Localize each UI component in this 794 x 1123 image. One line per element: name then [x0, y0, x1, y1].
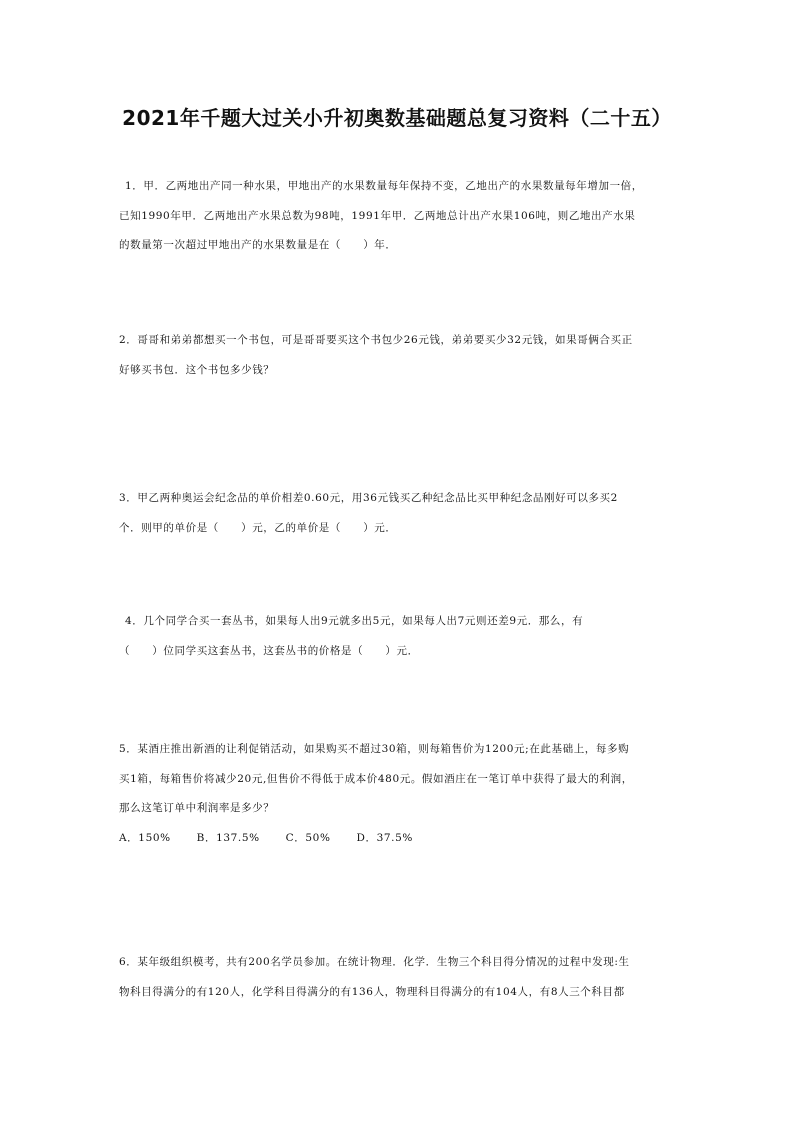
question-3 [119, 484, 679, 543]
question-1 [119, 172, 679, 261]
question-5-line-3: 那么这笔订单中利润率是多少？ [119, 802, 275, 814]
question-5-options [119, 824, 679, 854]
question-5-option-a: A．150% [119, 831, 171, 844]
question-4-line-2: （ ）位同学买这套丛书，这套丛书的价格是（ ）元． [119, 644, 419, 657]
question-5-option-c: C．50% [285, 831, 331, 844]
question-2-line-2: 好够买书包．这个书包多少钱？ [119, 363, 275, 376]
question-5-option-b: B．137.5% [196, 831, 260, 844]
question-5-line-2: 买1箱，每箱售价将减少20元,但售价不得低于成本价480元。假如酒庄在一笔订单中获得了最大的利润， [119, 772, 633, 785]
question-5 [119, 735, 679, 853]
question-2 [119, 326, 679, 385]
question-6-line-1: 6．某年级组织模考，共有200名学员参加。在统计物理．化学．生物三个科目得分情况的过程中发现:生 [119, 956, 630, 968]
question-3-line-1: 3．甲乙两种奥运会纪念品的单价相差0.60元，用36元钱买乙种纪念品比买甲种纪念品刚好可以多买2 [119, 492, 618, 504]
question-4-line-1: 4．几个同学合买一套丛书，如果每人出9元就多出5元，如果每人出7元则还差9元．那么，有 [125, 615, 584, 627]
question-4 [119, 607, 679, 666]
question-1-line-2: 已知1990年甲．乙两地出产水果总数为98吨，1991年甲．乙两地总计出产水果106吨，则乙地出产水果 [119, 209, 636, 222]
question-1-line-3: 的数量第一次超过甲地出产的水果数量是在（ ）年． [119, 239, 397, 251]
page-title: 2021年千题大过关小升初奥数基础题总复习资料（二十五） [122, 106, 672, 130]
question-2-line-1: 2．哥哥和弟弟都想买一个书包，可是哥哥要买这个书包少26元钱，弟弟要买少32元钱，如果哥俩合买正 [119, 334, 633, 346]
question-3-line-2: 个．则甲的单价是（ ）元，乙的单价是（ ）元． [119, 521, 397, 534]
question-5-line-1: 5．某酒庄推出新酒的让利促销活动，如果购买不超过30箱，则每箱售价为1200元;在此基础上，每多购 [119, 743, 630, 755]
question-6-line-2: 物科目得满分的有120人，化学科目得满分的有136人，物理科目得满分的有104人，有8人三个科目都 [119, 985, 625, 998]
question-1-line-1: 1．甲．乙两地出产同一种水果，甲地出产的水果数量每年保持不变，乙地出产的水果数量每年增加一倍， [125, 180, 643, 192]
question-5-option-d: D．37.5% [356, 831, 413, 844]
question-6 [119, 948, 679, 1007]
